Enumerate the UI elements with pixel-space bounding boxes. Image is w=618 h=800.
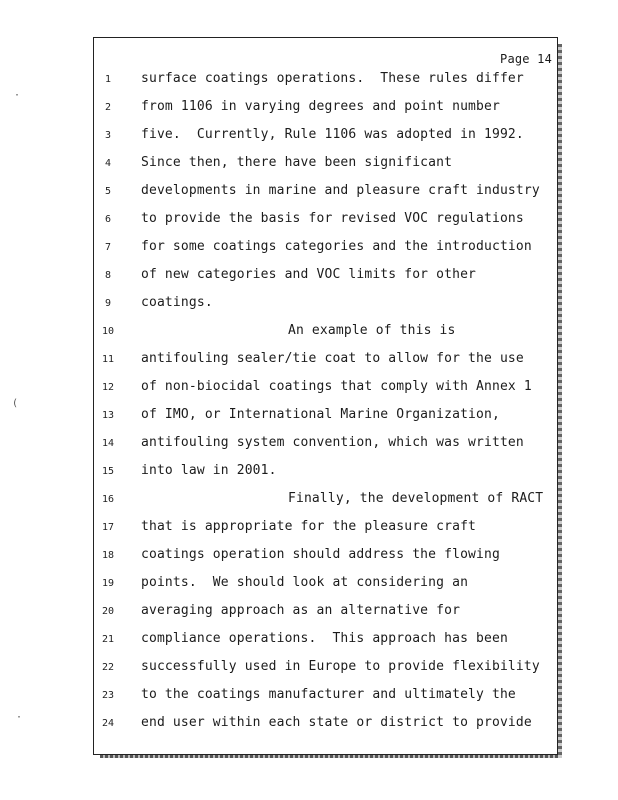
transcript-line	[0, 211, 618, 231]
transcript-line	[0, 575, 618, 595]
transcript-line	[0, 519, 618, 539]
transcript-line	[0, 463, 618, 483]
frame-bottom-edge	[100, 755, 562, 758]
line-text: that is appropriate for the pleasure craft	[141, 519, 477, 534]
line-text: to provide the basis for revised VOC regulations	[141, 211, 524, 226]
line-number: 24	[101, 718, 115, 729]
line-text: for some coatings categories and the introduction	[141, 239, 532, 254]
line-text: of new categories and VOC limits for other	[141, 267, 477, 282]
line-number: 1	[104, 74, 112, 85]
transcript-line	[0, 603, 618, 623]
transcript-line	[0, 407, 618, 427]
line-text: surface coatings operations. These rules differ	[141, 71, 524, 86]
transcript-line	[0, 239, 618, 259]
transcript-line	[0, 295, 618, 315]
transcript-line	[0, 155, 618, 175]
transcript-line	[0, 99, 618, 119]
line-text: successfully used in Europe to provide flexibility	[141, 659, 540, 674]
line-text: of non-biocidal coatings that comply with Annex 1	[141, 379, 532, 394]
line-number: 11	[101, 354, 115, 365]
line-text: of IMO, or International Marine Organization,	[141, 407, 500, 422]
line-number: 23	[101, 690, 115, 701]
transcript-line	[0, 127, 618, 147]
transcript-line	[0, 547, 618, 567]
line-text: end user within each state or district to provide	[141, 715, 532, 730]
transcript-line	[0, 71, 618, 91]
line-number: 10	[101, 326, 115, 337]
transcript-line	[0, 659, 618, 679]
line-text: antifouling system convention, which was written	[141, 435, 524, 450]
line-text: points. We should look at considering an	[141, 575, 469, 590]
line-number: 13	[101, 410, 115, 421]
line-number: 14	[101, 438, 115, 449]
transcript-line	[0, 687, 618, 707]
transcript-line	[0, 491, 618, 511]
line-text: coatings.	[141, 295, 213, 310]
line-number: 2	[104, 102, 112, 113]
line-text: into law in 2001.	[141, 463, 277, 478]
line-text: from 1106 in varying degrees and point number	[141, 99, 500, 114]
line-text: averaging approach as an alternative for	[141, 603, 461, 618]
margin-speck: ·	[14, 90, 21, 101]
line-text: An example of this is	[288, 323, 456, 338]
line-number: 4	[104, 158, 112, 169]
transcript-line	[0, 379, 618, 399]
line-text: Since then, there have been significant	[141, 155, 453, 170]
line-text: to the coatings manufacturer and ultimately the	[141, 687, 516, 702]
line-number: 7	[104, 242, 112, 253]
margin-speck: (	[12, 398, 19, 409]
line-text: compliance operations. This approach has been	[141, 631, 508, 646]
line-number: 3	[104, 130, 112, 141]
transcript-line	[0, 267, 618, 287]
line-number: 21	[101, 634, 115, 645]
margin-speck: ·	[16, 712, 23, 723]
line-number: 22	[101, 662, 115, 673]
line-number: 19	[101, 578, 115, 589]
transcript-line	[0, 631, 618, 651]
line-text: antifouling sealer/tie coat to allow for the use	[141, 351, 524, 366]
line-number: 18	[101, 550, 115, 561]
line-text: coatings operation should address the flowing	[141, 547, 500, 562]
transcript-line	[0, 351, 618, 371]
line-text: Finally, the development of RACT	[288, 491, 544, 506]
line-number: 16	[101, 494, 115, 505]
page-number: Page 14	[500, 52, 552, 66]
line-number: 17	[101, 522, 115, 533]
line-number: 5	[104, 186, 112, 197]
line-number: 12	[101, 382, 115, 393]
transcript-line	[0, 435, 618, 455]
transcript-line	[0, 715, 618, 735]
line-number: 9	[104, 298, 112, 309]
line-number: 6	[104, 214, 112, 225]
line-number: 8	[104, 270, 112, 281]
transcript-line	[0, 323, 618, 343]
line-text: five. Currently, Rule 1106 was adopted in 1992.	[141, 127, 524, 142]
line-number: 20	[101, 606, 115, 617]
line-text: developments in marine and pleasure craft industry	[141, 183, 540, 198]
line-number: 15	[101, 466, 115, 477]
transcript-line	[0, 183, 618, 203]
